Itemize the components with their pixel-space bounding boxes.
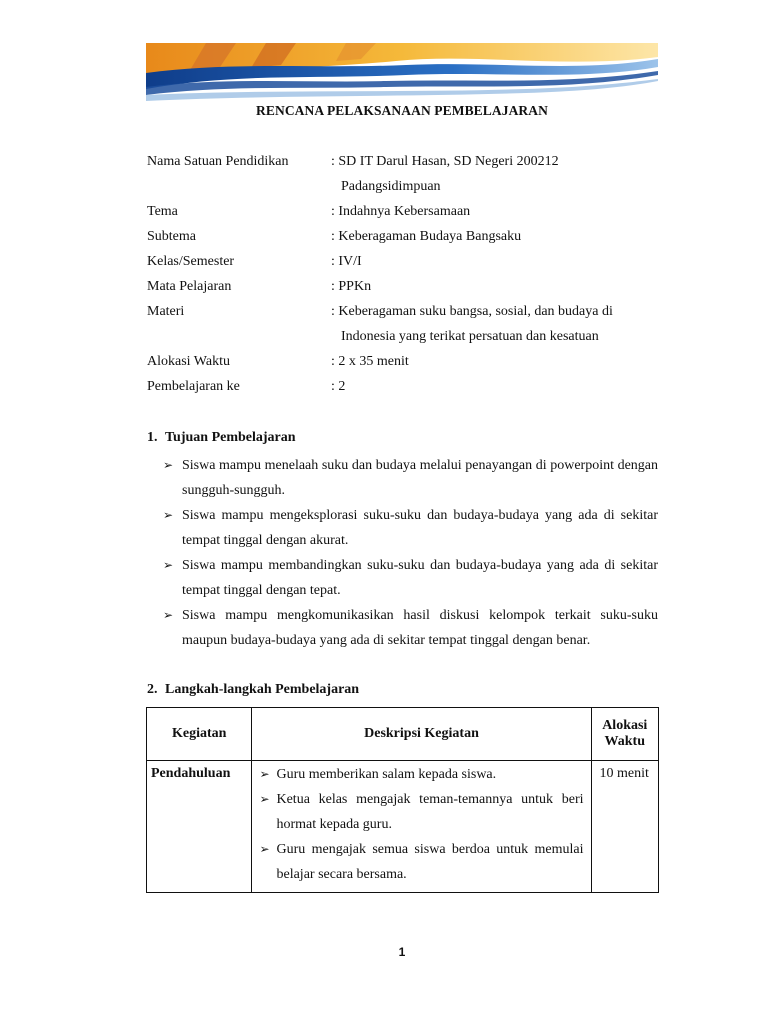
list-item-text: Siswa mampu mengkomunikasikan hasil diskusi kelompok terkait suku-suku maupun budaya-budaya yang ada di sekitar tempat tinggal dengan benar. <box>182 608 658 648</box>
info-label: Kelas/Semester <box>147 254 235 269</box>
info-label: Pembelajaran ke <box>147 379 240 394</box>
list-item-text: Siswa mampu menelaah suku dan budaya melalui penayangan di powerpoint dengan sungguh-sungguh. <box>182 458 658 498</box>
header-banner <box>146 43 658 103</box>
list-item-text: Guru memberikan salam kepada siswa. <box>276 767 497 782</box>
info-label: Tema <box>147 204 178 219</box>
section-number: 1. <box>147 430 158 445</box>
arrowhead-bullet-icon: ➢ <box>163 458 174 472</box>
info-value: : Indahnya Kebersamaan <box>331 204 471 219</box>
list-item <box>163 453 658 503</box>
table-header-row <box>147 708 659 761</box>
arrowhead-bullet-icon: ➢ <box>163 508 174 522</box>
table-header: Deskripsi Kegiatan <box>252 708 591 761</box>
info-row <box>147 199 661 224</box>
info-value <box>331 299 661 349</box>
info-value-continued: Padangsidimpuan <box>341 179 441 194</box>
info-label: Subtema <box>147 229 196 244</box>
info-row <box>147 299 661 349</box>
table-header: Alokasi Waktu <box>591 708 658 761</box>
info-value: : PPKn <box>331 279 372 294</box>
arrowhead-bullet-icon: ➢ <box>163 558 174 572</box>
info-label: Materi <box>147 304 185 319</box>
info-label: Mata Pelajaran <box>147 279 232 294</box>
table-row <box>147 761 659 893</box>
section-number: 2. <box>147 682 158 697</box>
info-row <box>147 274 661 299</box>
info-value: : 2 x 35 menit <box>331 354 409 369</box>
info-label: Alokasi Waktu <box>147 354 230 369</box>
info-value-line: : SD IT Darul Hasan, SD Negeri 200212 <box>331 154 559 169</box>
section-title-text: Tujuan Pembelajaran <box>165 430 296 445</box>
section-title-text: Langkah-langkah Pembelajaran <box>165 682 360 697</box>
list-item <box>163 503 658 553</box>
list-item <box>259 762 583 787</box>
table-header: Kegiatan <box>147 708 252 761</box>
info-row <box>147 249 661 274</box>
info-row <box>147 374 661 399</box>
arrowhead-bullet-icon: ➢ <box>259 792 270 806</box>
list-item-text: Siswa mampu membandingkan suku-suku dan budaya-budaya yang ada di sekitar tempat tinggal dengan tepat. <box>182 558 658 598</box>
list-item <box>163 553 658 603</box>
table-cell-alokasi: 10 menit <box>591 761 658 893</box>
info-row <box>147 349 661 374</box>
info-row <box>147 149 661 199</box>
section-heading-langkah <box>147 682 359 698</box>
list-item <box>259 837 583 887</box>
info-label: Nama Satuan Pendidikan <box>147 154 289 169</box>
list-item-text: Siswa mampu mengeksplorasi suku-suku dan budaya-budaya yang ada di sekitar tempat tinggal dengan akurat. <box>182 508 658 548</box>
section-heading-tujuan <box>147 430 296 446</box>
info-value-line: : Keberagaman suku bangsa, sosial, dan budaya di <box>331 304 613 319</box>
arrowhead-bullet-icon: ➢ <box>259 842 270 856</box>
info-value <box>331 149 661 199</box>
description-list <box>253 762 589 891</box>
list-item <box>259 787 583 837</box>
page-number: 1 <box>398 945 406 959</box>
objectives-list <box>163 453 658 653</box>
identity-block <box>147 149 661 399</box>
table-cell-deskripsi <box>252 761 591 893</box>
steps-table <box>146 707 659 893</box>
list-item <box>163 603 658 653</box>
list-item-text: Guru mengajak semua siswa berdoa untuk memulai belajar secara bersama. <box>276 842 584 882</box>
list-item-text: Ketua kelas mengajak teman-temannya untuk beri hormat kepada guru. <box>276 792 584 832</box>
arrowhead-bullet-icon: ➢ <box>163 608 174 622</box>
document-title: RENCANA PELAKSANAAN PEMBELAJARAN <box>256 103 548 118</box>
arrowhead-bullet-icon: ➢ <box>259 767 270 781</box>
info-value-continued: Indonesia yang terikat persatuan dan kesatuan <box>341 329 599 344</box>
table-cell-kegiatan: Pendahuluan <box>147 761 252 893</box>
info-value: : IV/I <box>331 254 362 269</box>
info-row <box>147 224 661 249</box>
info-value: : 2 <box>331 379 346 394</box>
info-value: : Keberagaman Budaya Bangsaku <box>331 229 522 244</box>
